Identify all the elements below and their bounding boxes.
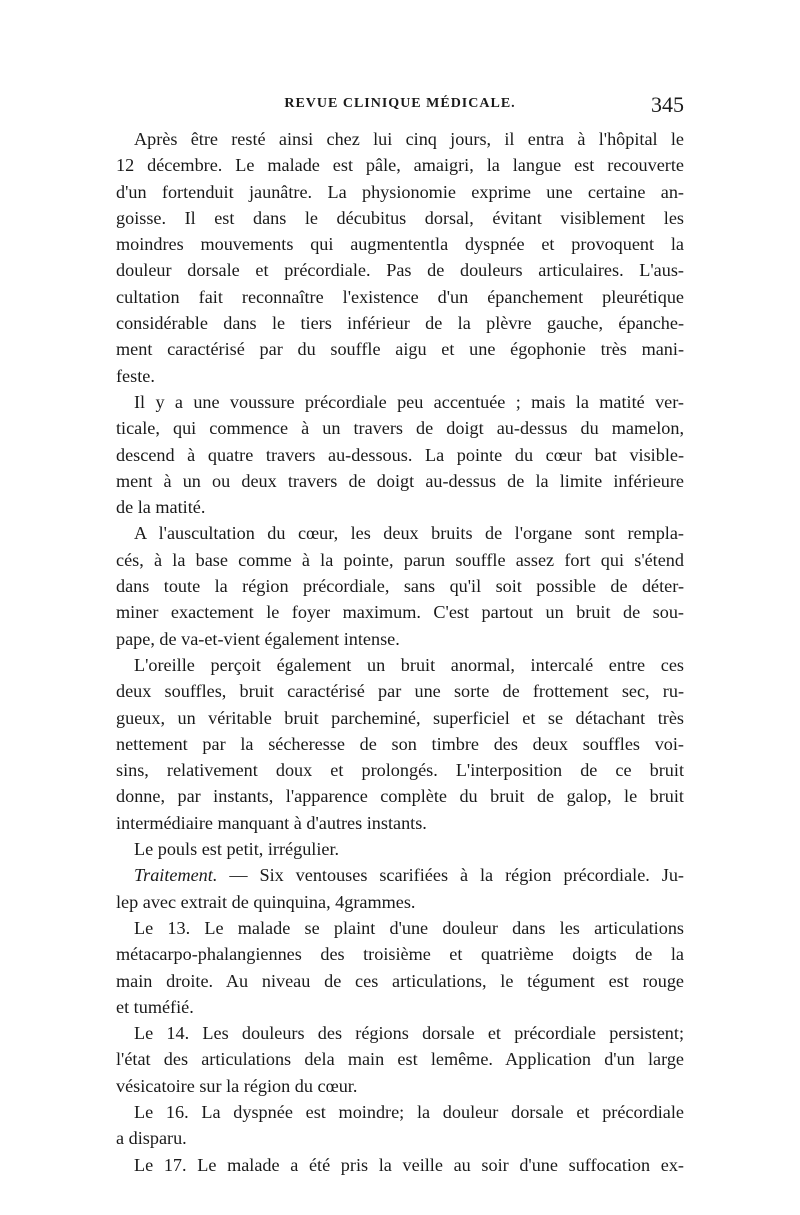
text-line: Le pouls est petit, irrégulier. [134,839,340,860]
text-line: Il y a une voussure précordiale peu accentuée ; mais la matité ver- [134,391,684,412]
running-title: REVUE CLINIQUE MÉDICALE. [284,96,516,111]
text-line: de la matité. [116,497,206,518]
text-line: main droite. Au niveau de ces articulations, le tégument est rouge [116,970,684,991]
text-line: considérable dans le tiers inférieur de la plèvre gauche, épanche- [116,313,684,334]
text-line: moindres mouvements qui augmententla dyspnée et provoquent la [116,234,684,255]
text-line: goisse. Il est dans le décubitus dorsal, évitant visiblement les [116,207,684,228]
traitement-label: Traitement. [134,865,218,886]
text-line: lep avec extrait de quinquina, 4grammes. [116,891,416,912]
text-line: A l'auscultation du cœur, les deux bruits de l'organe sont rempla- [134,523,684,544]
text-line: 12 décembre. Le malade est pâle, amaigri, la langue est recouverte [116,155,684,176]
text-line: feste. [116,365,155,386]
text-line: ticale, qui commence à un travers de doigt au-dessus du mamelon, [116,418,684,439]
text-line: vésicatoire sur la région du cœur. [116,1075,358,1096]
text-line: Le 17. Le malade a été pris la veille au soir d'une suffocation ex- [134,1154,684,1175]
text-line: deux souffles, bruit caractérisé par une sorte de frottement sec, ru- [116,681,684,702]
page-header [116,92,684,124]
text-line: douleur dorsale et précordiale. Pas de douleurs articulaires. L'aus- [116,260,684,281]
text-line: cultation fait reconnaître l'existence d'un épanchement pleurétique [116,286,684,307]
text-line: miner exactement le foyer maximum. C'est partout un bruit de sou- [116,602,684,623]
text-line: ment caractérisé par du souffle aigu et une égophonie très mani- [116,339,684,360]
body-text [116,126,684,1178]
text-line: Le 13. Le malade se plaint d'une douleur dans les articulations [134,917,684,938]
page-number: 345 [651,92,684,117]
text-line: dans toute la région précordiale, sans qu'il soit possible de déter- [116,576,684,597]
text-line: et tuméfié. [116,996,194,1017]
text-line: donne, par instants, l'apparence complète du bruit de galop, le bruit [116,786,684,807]
text-line: d'un fortenduit jaunâtre. La physionomie exprime une certaine an- [116,181,684,202]
text-line: descend à quatre travers au-dessous. La pointe du cœur bat visible- [116,444,684,465]
text-line: métacarpo-phalangiennes des troisième et quatrième doigts de la [116,944,684,965]
text-line: L'oreille perçoit également un bruit anormal, intercalé entre ces [134,654,684,675]
text-line: intermédiaire manquant à d'autres instants. [116,812,427,833]
text-line: a disparu. [116,1128,187,1149]
text-line: gueux, un véritable bruit parcheminé, superficiel et se détachant très [116,707,684,728]
text-line: ment à un ou deux travers de doigt au-dessus de la limite inférieure [116,470,684,491]
text-line: cés, à la base comme à la pointe, parun souffle assez fort qui s'étend [116,549,684,570]
text-line: Le 16. La dyspnée est moindre; la douleur dorsale et précordiale [134,1101,684,1122]
text-line: Le 14. Les douleurs des régions dorsale et précordiale persistent; [134,1023,684,1044]
traitement-line [116,862,684,888]
text-line: pape, de va-et-vient également intense. [116,628,400,649]
traitement-text: — Six ventouses scarifiées à la région précordiale. Ju- [217,865,684,886]
text-line: nettement par la sécheresse de son timbre des deux souffles voi- [116,733,684,754]
text-line: sins, relativement doux et prolongés. L'interposition de ce bruit [116,760,684,781]
text-line: Après être resté ainsi chez lui cinq jours, il entra à l'hôpital le [134,129,684,149]
text-line: l'état des articulations dela main est lemême. Application d'un large [116,1049,684,1070]
